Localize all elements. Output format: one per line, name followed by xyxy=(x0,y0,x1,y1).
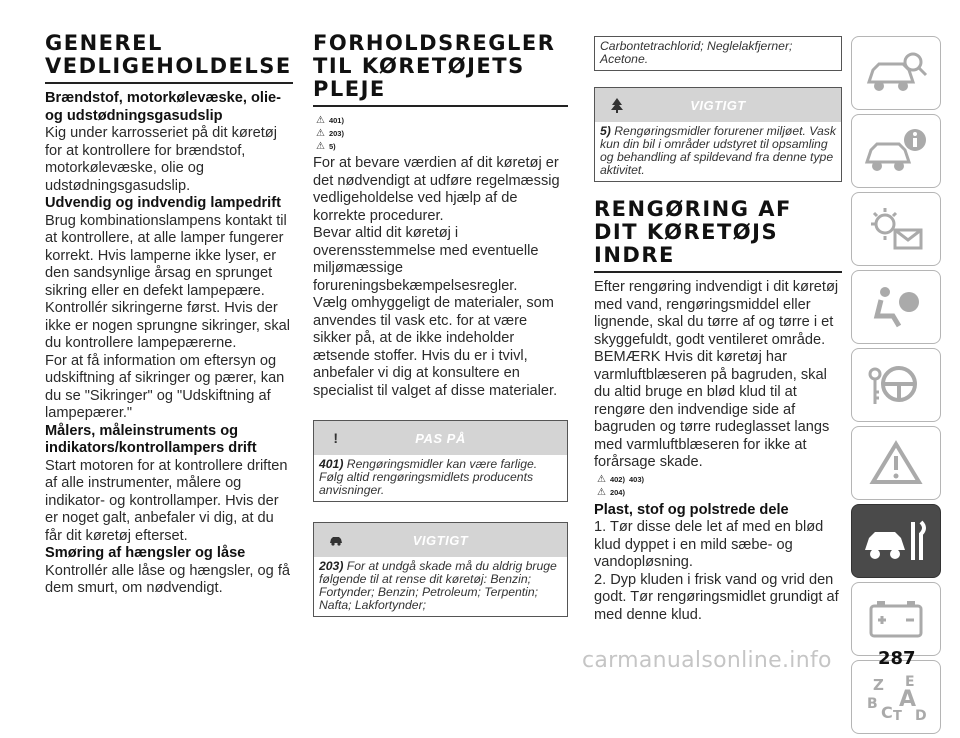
subheading-plastic-fabric: Plast, stof og polstrede dele xyxy=(594,501,789,518)
ref-row-1 xyxy=(316,113,568,126)
index-letter-d: D xyxy=(915,708,927,724)
text-fuses-info: For at få information om eftersyn og udskiftning af sikringer og pærer, kan du se "Sikringer" og "Udskiftning af lampepærer." xyxy=(45,352,285,421)
tab-lights-messages[interactable] xyxy=(851,192,941,266)
caution-box xyxy=(313,420,568,502)
index-letters-icon xyxy=(861,670,931,724)
ref-row-interior-2 xyxy=(597,485,842,498)
environment-box-title: VIGTIGT xyxy=(690,97,746,113)
important-box-continued-body: Carbontetrachlorid; Neglelakfjerner; Acetone. xyxy=(600,39,793,66)
tab-emergency[interactable] xyxy=(851,426,941,500)
warning-triangle-icon: ⚠ xyxy=(597,473,606,485)
index-letter-z: Z xyxy=(873,676,884,694)
text-interior-note: BEMÆRK Hvis dit køretøj har varmluftblæseren på bagruden, skal du altid bruge en blød klud til at rengøre den indvendige side af bagruden og tørre rudeglasset langs med varmluftblæseren for ikke at forårsage skade. xyxy=(594,349,830,470)
subheading-lamp-operation: Udvendig og indvendig lampedrift xyxy=(45,195,281,211)
ref-number: 5) xyxy=(328,142,336,151)
index-letter-t: T xyxy=(893,709,902,724)
text-interior-1: Efter rengøring indvendigt i dit køretøj med vand, rengøringsmiddel eller lignende, skal du tørre af og tørre i et skyggefuldt, godt ventileret område. xyxy=(594,279,839,348)
text-lamp-check: Brug kombinationslampens kontakt til at kontrollere, at alle lamper fungerer korrekt. Hvis lamperne ikke lyser, er den sandsynlige årsag en sprunget sikring eller en defekt lampepære. Kontrollér sikringerne først. Hvis der ikke er nogen sprungne sikringer, skal du kontrollere lampepærerne. xyxy=(45,212,290,351)
car-info-icon xyxy=(861,124,931,178)
column-general-maintenance xyxy=(45,32,293,598)
text-step-2: 2. Dyp kluden i frisk vand og vrid den godt. Tør rengøringsmidlet grundigt af med denne klud. xyxy=(594,571,839,623)
important-box-text: For at undgå skade må du aldrig bruge følgende til at rense dit køretøj: Benzin; Fortynder; Benzin; Petroleum; Terpentin; Nafta; Lakfortynder; xyxy=(319,559,557,612)
text-plastic-steps xyxy=(594,519,842,624)
ref-number: 204) xyxy=(609,487,625,497)
environment-box-text: Rengøringsmidler forurener miljøet. Vask kun din bil i områder udstyret til opsamling og behandling af spildevand fra denne type aktivitet. xyxy=(600,124,836,177)
warning-triangle-icon: ⚠ xyxy=(316,115,325,126)
text-step-1: 1. Tør disse dele let af med en blød klud dyppet i en mild sæbe- og vandopløsning. xyxy=(594,519,824,570)
heading-care-precautions: FORHOLDSREGLER TIL KØRETØJETS PLEJE xyxy=(313,32,568,107)
environment-box xyxy=(594,87,842,182)
ref-number: 402) xyxy=(609,474,625,484)
tab-car-search[interactable] xyxy=(851,36,941,110)
caution-box-number: 401) xyxy=(319,457,344,471)
text-care-body xyxy=(313,155,568,400)
subheading-fluid-leaks: Brændstof, motorkølevæske, olie- og udstødningsgasudslip xyxy=(45,90,281,124)
caution-box-text: Rengøringsmidler kan være farlige. Følg altid rengøringsmidlets producents anvisninger. xyxy=(319,457,538,497)
important-box-body xyxy=(314,557,567,616)
text-care-2: Bevar altid dit køretøj i overensstemmelse med eventuelle miljømæssige forureningsbekæmpelsesregler. xyxy=(313,225,539,294)
important-box xyxy=(313,522,568,617)
important-box-number: 203) xyxy=(319,559,344,573)
text-care-1: For at bevare værdien af dit køretøj er det nødvendigt at udføre regelmæssig vedligeholdelse ved hjælp af de korrekte procedurer. xyxy=(313,155,560,224)
column-interior-cleaning xyxy=(594,36,842,624)
tree-icon xyxy=(609,97,625,113)
ref-row-3 xyxy=(316,139,568,152)
warning-triangle-icon: ⚠ xyxy=(316,128,325,139)
warning-triangle-icon: ⚠ xyxy=(597,486,606,498)
important-box-continued xyxy=(594,36,842,71)
text-care-3: Vælg omhyggeligt de materialer, som anvendes til vask etc. for at være sikker på, at de ikke indeholder ætsende stoffer. Hvis du er i tvivl, anbefaler vi dig at konsultere en specialist til valget af disse materialer. xyxy=(313,295,558,399)
column-care-precautions xyxy=(313,32,568,617)
steering-key-icon xyxy=(861,358,931,412)
car-damage-icon xyxy=(328,532,344,548)
battery-icon xyxy=(861,592,931,646)
airbag-seat-icon xyxy=(861,280,931,334)
page-number: 287 xyxy=(878,648,916,669)
ref-row-2 xyxy=(316,126,568,139)
ref-number: 401) xyxy=(328,116,344,125)
text-lamp-operation xyxy=(45,213,293,423)
environment-triangle-icon: ⚠ xyxy=(316,141,325,152)
caution-box-header xyxy=(314,421,567,455)
text-fluid-leaks: Kig under karrosseriet på dit køretøj for at kontrollere for brændstof, motorkølevæske, olie og udstødningsgasudslip. xyxy=(45,125,277,194)
caution-box-body xyxy=(314,455,567,501)
warning-road-icon xyxy=(861,436,931,490)
index-letter-c: C xyxy=(881,703,893,722)
ref-number: 203) xyxy=(328,129,344,138)
subheading-instruments: Målers, måleinstruments og indikators/kontrollampers drift xyxy=(45,422,257,456)
environment-box-header xyxy=(595,88,841,122)
car-search-icon xyxy=(861,46,931,100)
tab-technical-data[interactable] xyxy=(851,582,941,656)
tab-maintenance-active[interactable] xyxy=(851,504,941,578)
tab-index[interactable] xyxy=(851,660,941,734)
index-letter-b: B xyxy=(867,696,878,712)
exclamation-icon: ! xyxy=(333,430,339,446)
text-interior-body xyxy=(594,279,842,472)
tab-driving[interactable] xyxy=(851,348,941,422)
text-hinges-locks: Kontrollér alle låse og hængsler, og få dem smurt, om nødvendigt. xyxy=(45,562,291,596)
ref-number: 403) xyxy=(628,474,644,484)
environment-box-body xyxy=(595,122,841,181)
index-letter-a: A xyxy=(899,687,917,712)
text-instruments: Start motoren for at kontrollere driften af alle instrumenter, målere og indikator- og kontrollamper. Hvis der er noget galt, anbefaler vi dig, at du får dit køretøj efterset. xyxy=(45,457,288,544)
tab-safety[interactable] xyxy=(851,270,941,344)
tab-car-info[interactable] xyxy=(851,114,941,188)
chapter-tabs xyxy=(851,36,941,738)
car-service-icon xyxy=(861,514,931,568)
ref-row-interior-1 xyxy=(597,472,842,485)
environment-box-number: 5) xyxy=(600,124,611,138)
important-box-header xyxy=(314,523,567,557)
subheading-hinges-locks: Smøring af hængsler og låse xyxy=(45,545,246,561)
heading-general-maintenance: GENEREL VEDLIGEHOLDELSE xyxy=(45,32,293,84)
light-mail-icon xyxy=(861,202,931,256)
caution-box-title: PAS PÅ xyxy=(415,430,466,446)
important-box-title: VIGTIGT xyxy=(412,532,469,548)
index-letter-e: E xyxy=(905,674,915,690)
heading-interior-cleaning: RENGØRING AF DIT KØRETØJS INDRE xyxy=(594,198,842,273)
watermark: carmanualsonline.info xyxy=(582,648,832,673)
